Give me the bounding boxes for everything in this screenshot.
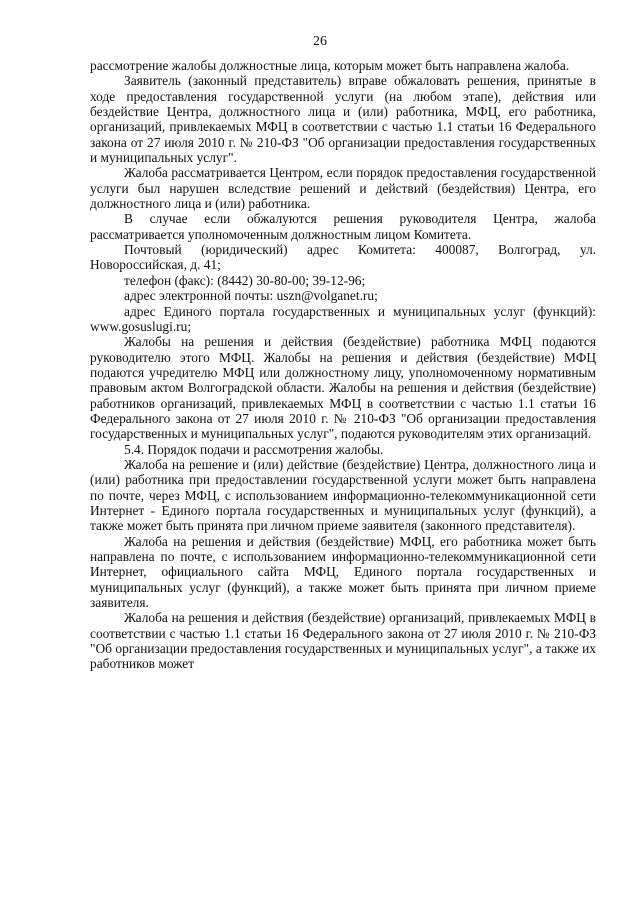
paragraph: Заявитель (законный представитель) вправе обжаловать решения, принятые в ходе предоставления государственной услуги (на любом этапе), действия или бездействие Центра, должностного лица и (или) работника, МФЦ, его работника, организаций, привлекаемых МФЦ в соответствии с частью 1.1 статьи 16 Федерального закона от 27 июля 2010 г. № 210-ФЗ "Об организации предоставления государственных и муниципальных услуг". — [90, 73, 596, 166]
paragraph: Жалоба на решения и действия (бездействие) организаций, привлекаемых МФЦ в соответствии с частью 1.1 статьи 16 Федерального закона от 27 июля 2010 г. № 210-ФЗ "Об организации предоставления государственных и муниципальных услуг", а также их работников может — [90, 610, 596, 672]
section-heading: 5.4. Порядок подачи и рассмотрения жалобы. — [124, 441, 384, 457]
document-body — [90, 58, 596, 672]
paragraph: рассмотрение жалобы должностные лица, которым может быть направлена жалоба. — [90, 58, 570, 73]
email-line: адрес электронной почты: uszn@volganet.ru; — [124, 288, 378, 304]
portal-address-paragraph: адрес Единого портала государственных и муниципальных услуг (функций): www.gosuslugi.ru; — [90, 303, 596, 334]
paragraph: В случае если обжалуются решения руководителя Центра, жалоба рассматривается уполномоченным должностным лицом Комитета. — [90, 211, 596, 242]
paragraph: Жалоба на решения и действия (бездействие) МФЦ, его работника может быть направлена по почте, с использованием информационно-телекоммуникационной сети Интернет, официального сайта МФЦ, Единого портала государственных и муниципальных услуг (функций), а также может быть принята при личном приеме заявителя. — [90, 533, 596, 611]
page-number: 26 — [313, 34, 327, 49]
paragraph: Жалобы на решения и действия (бездействие) работника МФЦ подаются руководителю этого МФЦ. Жалобы на решения и действия (бездействие) МФЦ подаются учредителю МФЦ или должностному лицу, уполномоченному нормативным правовым актом Волгоградской области. Жалобы на решения и действия (бездействие) работников организаций, привлекаемых МФЦ в соответствии с частью 1.1 статьи 16 Федерального закона от 27 июля 2010 г. № 210-ФЗ "Об организации предоставления государственных и муниципальных услуг", подаются руководителям этих организаций. — [90, 334, 596, 442]
address-paragraph: Почтовый (юридический) адрес Комитета: 400087, Волгоград, ул. Новороссийская, д. 41; — [90, 242, 596, 273]
paragraph: Жалоба рассматривается Центром, если порядок предоставления государственной услуги был нарушен вследствие решений и действий (бездействия) Центра, его должностного лица и (или) работника. — [90, 165, 596, 212]
paragraph: Жалоба на решение и (или) действие (бездействие) Центра, должностного лица и (или) работника при предоставлении государственной услуги может быть направлена по почте, через МФЦ, с использованием информационно-телекоммуникационной сети Интернет - Единого портала государственных и муниципальных услуг (функций), а также может быть принята при личном приеме заявителя (законного представителя). — [90, 456, 596, 534]
phone-line: телефон (факс): (8442) 30-80-00; 39-12-96; — [124, 272, 366, 288]
